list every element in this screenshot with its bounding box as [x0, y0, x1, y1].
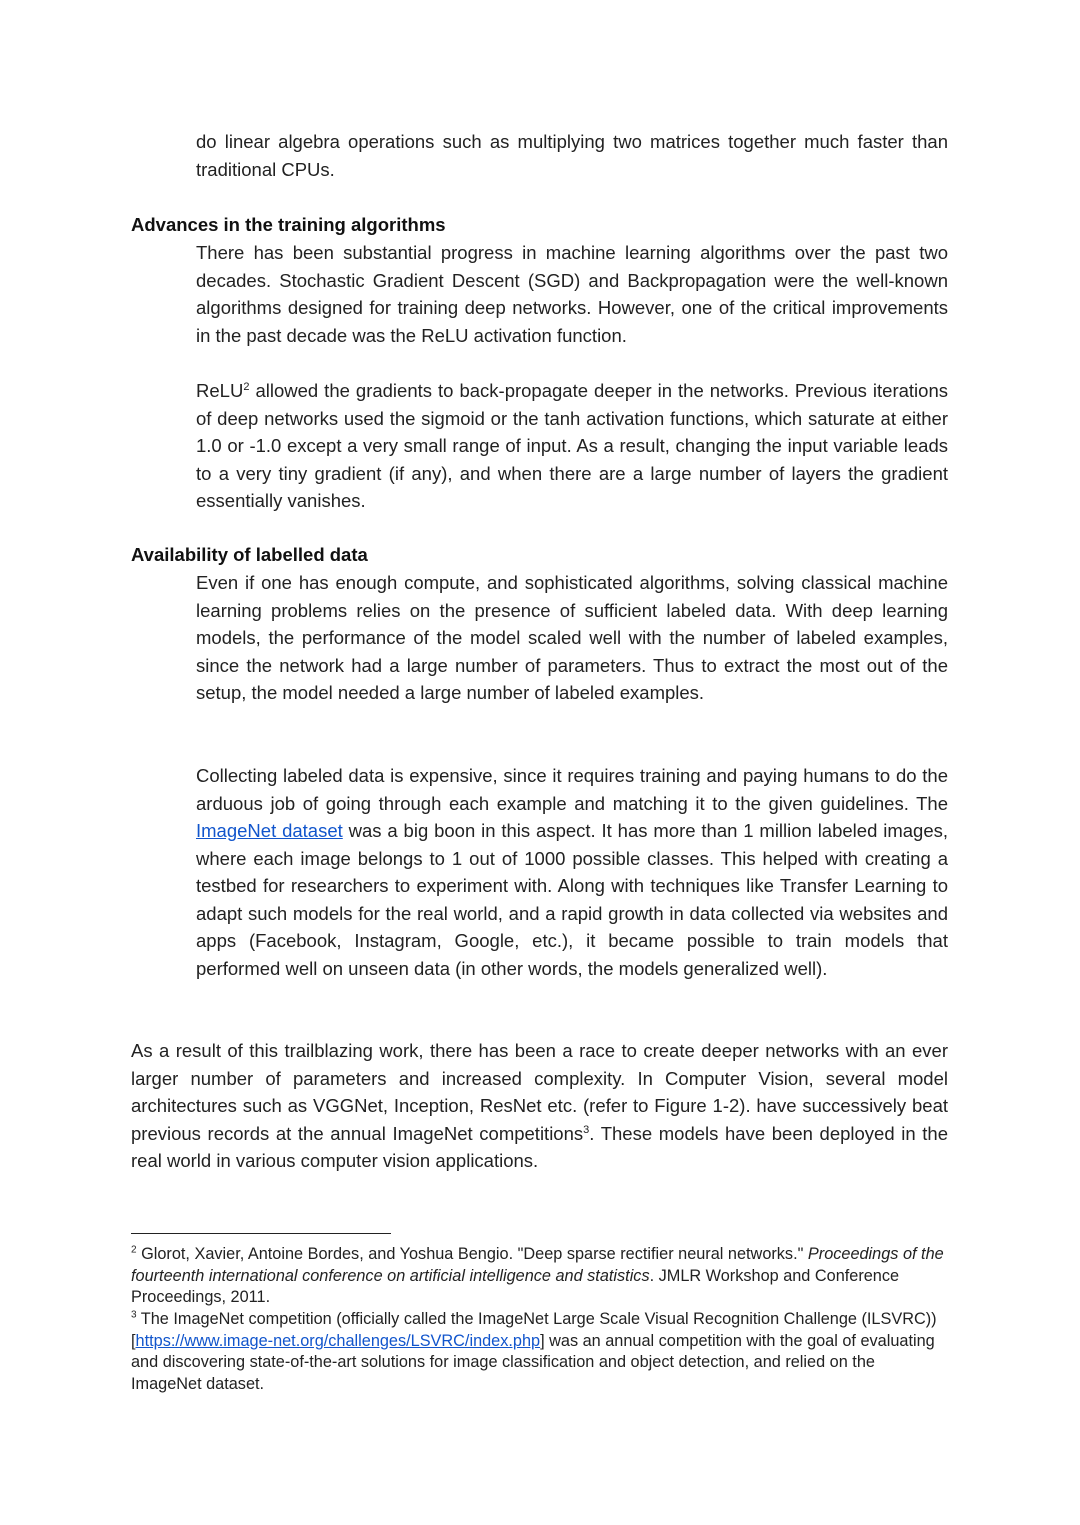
result-paragraph-after: . These models have been deployed in the real world in various computer vision applications. — [131, 1122, 948, 1171]
relu-term: ReLU — [196, 380, 244, 401]
training-paragraph-2-text: allowed the gradients to back-propagate deeper in the networks. Previous iterations of deep networks used the sigmoid or the tanh activation functions, which saturate at either 1.0 or -1.0 except a very small range of input. As a result, changing the input variable leads to a very tiny gradient (if any), and when there are a large number of layers the gradient essentially vanishes. — [196, 380, 948, 511]
ilsvrc-url-link[interactable]: https://www.image-net.org/challenges/LSVRC/index.php — [135, 1331, 541, 1350]
footnote-ref-3[interactable]: 3 — [583, 1123, 590, 1136]
training-paragraph-2 — [196, 377, 948, 515]
footnote-3-number: 3 — [131, 1309, 137, 1321]
footnote-2 — [131, 1244, 948, 1309]
heading-labelled-data: Availability of labelled data — [131, 544, 368, 565]
footnote-3-after: ] was an annual competition with the goal of evaluating and discovering state-of-the-art solutions for image classification and object detection, and relied on the ImageNet dataset. — [131, 1331, 935, 1393]
footnote-2-rest: . JMLR Workshop and Conference Proceedings, 2011. — [131, 1266, 900, 1307]
footnote-ref-2[interactable]: 2 — [243, 380, 250, 393]
footnote-divider — [131, 1233, 391, 1234]
footnote-2-number: 2 — [131, 1244, 137, 1256]
data-paragraph-2-after: was a big boon in this aspect. It has more than 1 million labeled images, where each image belongs to 1 out of 1000 possible classes. This helped with creating a testbed for researchers to experiment with. Along with techniques like Transfer Learning to adapt such models for the real world, and a rapid growth in data collected via websites and apps (Facebook, Instagram, Google, etc.), it became possible to train models that performed well on unseen data (in other words, the models generalized well). — [196, 820, 949, 979]
training-paragraph-1: There has been substantial progress in machine learning algorithms over the past two decades. Stochastic Gradient Descent (SGD) and Backpropagation were the well-known algorithms designed for training deep networks. However, one of the critical improvements in the past decade was the ReLU activation function. — [196, 242, 948, 346]
footnote-2-venue: Proceedings of the fourteenth international conference on artificial intelligence and statistics — [131, 1245, 944, 1285]
data-paragraph-1: Even if one has enough compute, and sophisticated algorithms, solving classical machine learning problems relies on the presence of sufficient labeled data. With deep learning models, the performance of the model scaled well with the number of labeled examples, since the network had a large number of parameters. Thus to extract the most out of the setup, the model needed a large number of labeled examples. — [196, 572, 948, 703]
intro-paragraph: do linear algebra operations such as multiplying two matrices together much faster than traditional CPUs. — [196, 131, 948, 180]
heading-training-algorithms: Advances in the training algorithms — [131, 214, 446, 235]
data-paragraph-2-before: Collecting labeled data is expensive, since it requires training and paying humans to do the arduous job of going through each example and matching it to the given guidelines. The — [196, 765, 948, 814]
result-paragraph — [131, 1037, 948, 1175]
result-paragraph-before: As a result of this trailblazing work, there has been a race to create deeper networks with an ever larger number of parameters and increased complexity. In Computer Vision, several model architectures such as VGGNet, Inception, ResNet etc. (refer to Figure 1-2). have successively beat previous records at the annual ImageNet competitions — [131, 1040, 948, 1144]
footnote-3-before: The ImageNet competition (officially called the ImageNet Large Scale Visual Recognition Challenge (ILSVRC)) [ — [131, 1310, 937, 1350]
data-paragraph-2 — [196, 762, 948, 982]
footnote-2-authors: Glorot, Xavier, Antoine Bordes, and Yoshua Bengio. "Deep sparse rectifier neural networks." — [136, 1245, 808, 1263]
footnote-3 — [131, 1309, 948, 1395]
imagenet-dataset-link[interactable]: ImageNet dataset — [196, 820, 343, 841]
